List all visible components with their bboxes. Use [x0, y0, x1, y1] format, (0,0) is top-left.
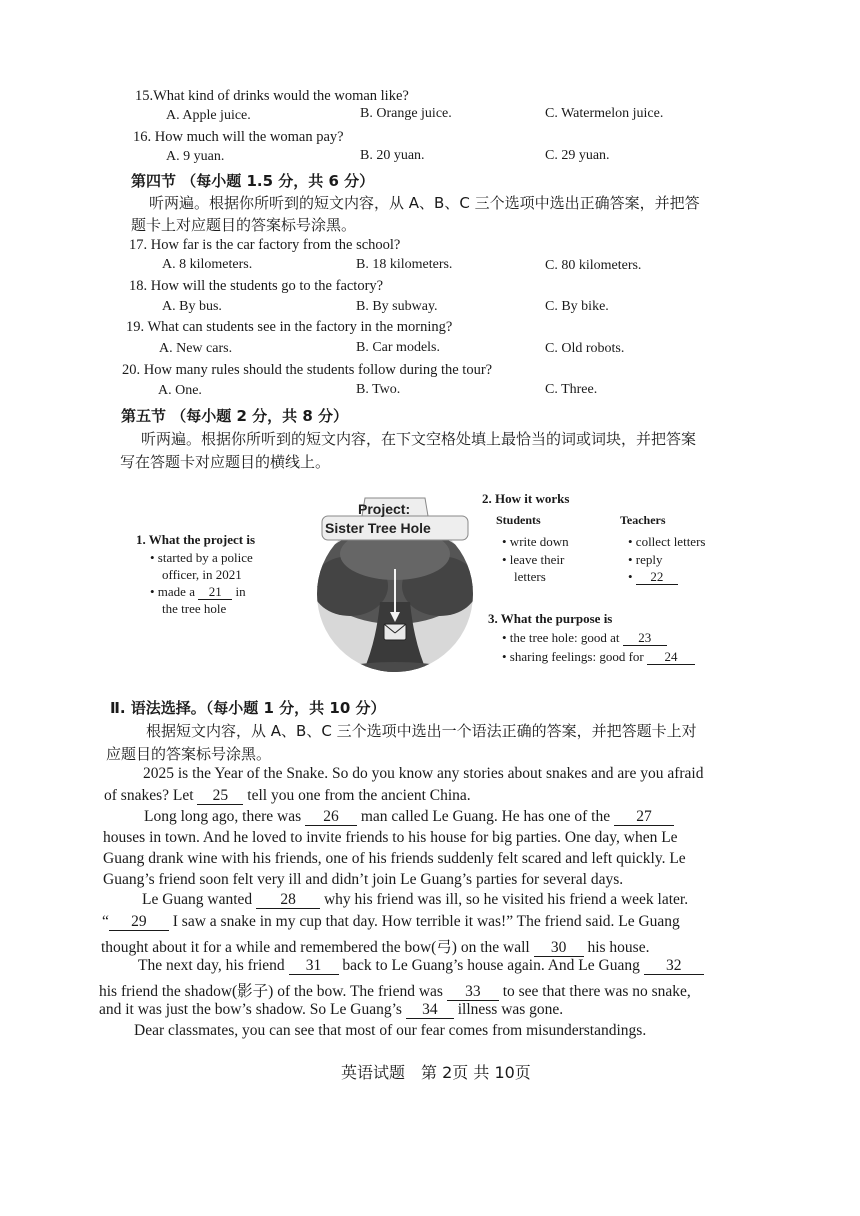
- q17-option-c: C. 80 kilometers.: [545, 258, 642, 273]
- section-4-instruction-line1: 听两遍。根据你所听到的短文内容，从 A、B、C 三个选项中选出正确答案，并把答: [149, 194, 700, 212]
- left-bullet-2: [150, 584, 246, 600]
- section-4-title: 第四节 （每小题 1.5 分，共 6 分）: [131, 172, 375, 190]
- question-number: 19.: [126, 319, 145, 335]
- section-5-instruction-line1: 听两遍。根据你所听到的短文内容，在下文空格处填上最恰当的词或词块，并把答案: [141, 430, 697, 448]
- teachers-item-3: [628, 569, 678, 585]
- q16-option-b: B. 20 yuan.: [360, 148, 425, 163]
- page-footer: 英语试题 第 2页 共 10页: [341, 1063, 531, 1082]
- q15-option-a: A. Apple juice.: [166, 108, 251, 123]
- section-5-instruction-line2: 写在答题卡对应题目的横线上。: [120, 453, 331, 471]
- heading-text: Students: [496, 513, 541, 527]
- text: illness was gone.: [457, 1001, 564, 1018]
- heading-text: 2. How it works: [482, 491, 570, 506]
- blank-22[interactable]: 22: [636, 570, 678, 585]
- text: back to Le Guang’s house again. And Le Guang: [342, 957, 640, 974]
- text: of snakes? Let: [104, 787, 194, 804]
- question-text: How far is the car factory from the school?: [150, 237, 401, 253]
- q18-option-b: B. By subway.: [356, 299, 438, 314]
- question-text: How many rules should the students follow during the tour?: [143, 362, 493, 378]
- project-title-line2: Sister Tree Hole: [325, 520, 431, 536]
- grammar-instruction-line2: 应题目的答案标号涂黑。: [106, 745, 272, 763]
- text: The next day, his friend: [138, 957, 285, 974]
- blank-34[interactable]: 34: [406, 1002, 454, 1019]
- text: in: [235, 584, 246, 599]
- teachers-item-2: • reply: [628, 552, 663, 567]
- q18-option-c: C. By bike.: [545, 299, 609, 314]
- q19-option-b: B. Car models.: [356, 340, 440, 355]
- heading-text: Teachers: [620, 513, 666, 527]
- blank-25[interactable]: 25: [197, 788, 243, 805]
- q19-option-a: A. New cars.: [159, 341, 233, 356]
- project-what-heading: [136, 532, 255, 548]
- q15-option-b: B. Orange juice.: [360, 106, 452, 121]
- blank-28[interactable]: 28: [256, 892, 320, 909]
- teachers-item-1: • collect letters: [628, 534, 706, 549]
- grammar-instruction-line1: 根据短文内容，从 A、B、C 三个选项中选出一个语法正确的答案，并把答题卡上对: [146, 722, 697, 740]
- passage-p2-line4: Guang’s friend soon felt very ill and didn’t join Le Guang’s parties for several days.: [103, 871, 624, 888]
- text: • sharing feelings: good for: [502, 649, 644, 664]
- project-title-line1: Project:: [358, 501, 411, 517]
- question-text: What can students see in the factory in the morning?: [147, 319, 453, 335]
- text: Long long ago, there was: [144, 808, 302, 825]
- text: • the tree hole: good at: [502, 630, 620, 645]
- grammar-section-title: Ⅱ. 语法选择。（每小题 1 分，共 10 分）: [110, 699, 386, 717]
- left-bullet-1-line2: officer, in 2021: [162, 567, 242, 582]
- question-text: How much will the woman pay?: [154, 129, 344, 145]
- left-bullet-1-line1: • started by a police: [150, 550, 253, 565]
- students-item-1: • write down: [502, 534, 569, 549]
- q17-option-a: A. 8 kilometers.: [162, 257, 253, 272]
- passage-p5: Dear classmates, you can see that most of our fear comes from misunderstandings.: [134, 1022, 647, 1039]
- blank-32[interactable]: 32: [644, 958, 704, 975]
- blank-31[interactable]: 31: [289, 958, 339, 975]
- passage-p1-line2: [104, 787, 471, 805]
- blank-21[interactable]: 21: [198, 585, 232, 600]
- question-18: [129, 278, 383, 295]
- passage-p2-line1: [144, 808, 674, 826]
- q18-option-a: A. By bus.: [162, 299, 222, 314]
- question-text: What kind of drinks would the woman like?: [153, 88, 409, 104]
- purpose-heading: [488, 611, 612, 627]
- section-5-title: 第五节 （每小题 2 分，共 8 分）: [121, 407, 348, 425]
- question-text: How will the students go to the factory?: [150, 278, 384, 294]
- question-number: 15.: [135, 88, 154, 104]
- passage-p4-line1: [138, 957, 704, 975]
- question-16: [133, 129, 344, 146]
- text: man called Le Guang. He has one of the: [360, 808, 611, 825]
- blank-27[interactable]: 27: [614, 809, 674, 826]
- blank-29[interactable]: 29: [109, 914, 169, 931]
- passage-p2-line2: houses in town. And he loved to invite friends to his house for big parties. One day, when Le: [103, 829, 678, 846]
- text: • made a: [150, 584, 195, 599]
- teachers-heading: [620, 513, 666, 528]
- text: “: [102, 913, 109, 930]
- question-19: [126, 319, 452, 336]
- q19-option-c: C. Old robots.: [545, 341, 625, 356]
- q20-option-c: C. Three.: [545, 382, 598, 397]
- text: I saw a snake in my cup that day. How terrible it was!” The friend said. Le Guang: [172, 913, 680, 930]
- how-it-works-heading: [482, 491, 569, 507]
- text: his friend the shadow(影子) of the bow. The friend was: [99, 983, 443, 1000]
- question-20: [122, 362, 492, 379]
- bullet: •: [628, 569, 633, 584]
- question-15: [135, 88, 409, 105]
- section-4-instruction-line2: 题卡上对应题目的答案标号涂黑。: [131, 216, 357, 234]
- q16-option-c: C. 29 yuan.: [545, 148, 610, 163]
- students-item-2: • leave their: [502, 552, 565, 567]
- passage-p3-line1: [142, 891, 688, 909]
- question-number: 20.: [122, 362, 141, 378]
- passage-p4-line2: [99, 979, 691, 1001]
- text: Le Guang wanted: [142, 891, 253, 908]
- blank-24[interactable]: 24: [647, 650, 695, 665]
- heading-text: 3. What the purpose is: [488, 611, 613, 626]
- purpose-item-2: [502, 649, 695, 665]
- text: to see that there was no snake,: [502, 983, 691, 1000]
- text: his house.: [587, 939, 650, 956]
- question-number: 16.: [133, 129, 152, 145]
- text: and it was just the bow’s shadow. So Le Guang’s: [99, 1001, 402, 1018]
- blank-23[interactable]: 23: [623, 631, 667, 646]
- students-item-2-line2: letters: [514, 569, 546, 584]
- students-heading: [496, 513, 541, 528]
- q20-option-b: B. Two.: [356, 382, 401, 397]
- q17-option-b: B. 18 kilometers.: [356, 257, 453, 272]
- text: tell you one from the ancient China.: [247, 787, 471, 804]
- blank-26[interactable]: 26: [305, 809, 357, 826]
- q16-option-a: A. 9 yuan.: [166, 149, 225, 164]
- text: thought about it for a while and remembered the bow(弓) on the wall: [101, 939, 530, 956]
- question-17: [129, 237, 400, 254]
- q20-option-a: A. One.: [158, 383, 202, 398]
- passage-p4-line3: [99, 1001, 563, 1019]
- blank-30[interactable]: 30: [534, 940, 584, 957]
- question-number: 17.: [129, 237, 148, 253]
- purpose-item-1: [502, 630, 667, 646]
- text: why his friend was ill, so he visited his friend a week later.: [323, 891, 689, 908]
- heading-text: 1. What the project is: [136, 532, 256, 547]
- passage-p1-line1: 2025 is the Year of the Snake. So do you know any stories about snakes and are you afraid: [143, 765, 704, 782]
- q15-option-c: C. Watermelon juice.: [545, 106, 664, 121]
- left-bullet-2-line2: the tree hole: [162, 601, 227, 616]
- passage-p2-line3: Guang drank wine with his friends, one of his friends suddenly felt scared and left quickly. Le: [103, 850, 686, 867]
- question-number: 18.: [129, 278, 148, 294]
- passage-p3-line2: [102, 913, 680, 931]
- blank-33[interactable]: 33: [447, 984, 499, 1001]
- passage-p3-line3: [101, 935, 649, 957]
